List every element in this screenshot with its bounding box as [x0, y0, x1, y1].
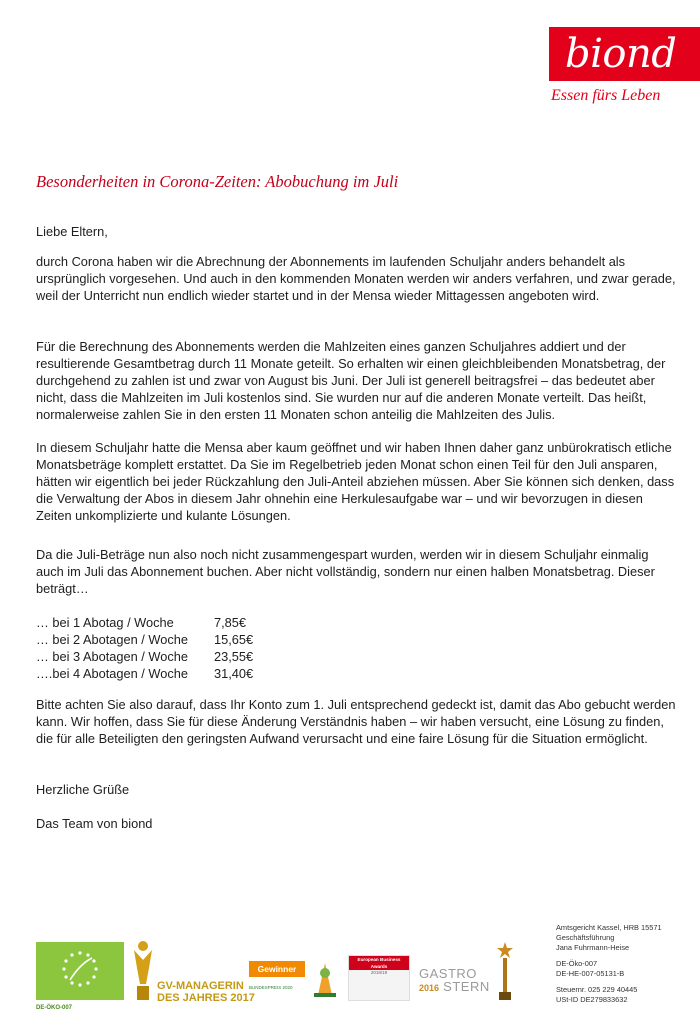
gastro-year: 2016	[419, 983, 440, 993]
gastro-line1: GASTRO	[419, 966, 477, 981]
price-label: ….bei 4 Abotagen / Woche	[36, 666, 189, 681]
greeting: Liebe Eltern,	[36, 224, 108, 239]
paragraph-3: In diesem Schuljahr hatte die Mensa aber kaum geöffnet und wir haben Ihnen daher ganz unbürokratisch etliche Monatsbeträge komplett erstattet. Da Sie im Regelbetrieb jeden Monat schon einen Teil für den Juli ansparen, hätten wir eigentlich bei jeder Rückzahlung den Juli-Anteil abziehen müssen. Aber Sie können sich denken, dass die Verwaltung der Abos in diesem Jahr ohnehin eine Herkulesaufgabe war – und wir bevorzugen in diesen Zeiten unkomplizierte und kulante Lösungen.	[36, 440, 675, 523]
bundespreis-emblem-icon	[310, 959, 340, 999]
price-amount: 23,55€	[214, 649, 254, 664]
price-amount: 7,85€	[214, 615, 247, 630]
eba-year: 2018/19	[370, 970, 388, 975]
gastro-star-trophy-icon	[496, 940, 514, 1002]
signature: Das Team von biond	[36, 816, 153, 831]
price-amount: 31,40€	[214, 666, 254, 681]
paragraph-4: Da die Juli-Beträge nun also noch nicht zusammengespart wurden, werden wir in diesem Schuljahr einmalig auch im Juli das Abonnement buchen. Aber nicht vollständig, sondern nur einen halben Monatsbetrag. Dieser beträgt…	[36, 547, 655, 596]
gastro-stern-award	[419, 967, 490, 995]
brand-tagline: Essen fürs Leben	[551, 87, 661, 104]
gv-managerin-award	[157, 980, 255, 1004]
legal-eco-1: DE-Öko-007	[556, 959, 598, 968]
brand-logo	[549, 27, 700, 81]
legal-court: Amtsgericht Kassel, HRB 15571	[556, 923, 662, 932]
closing-paragraph: Bitte achten Sie also darauf, dass Ihr Konto zum 1. Juli entsprechend gedeckt ist, damit das Abo gebucht werden kann. Wir hoffen, dass Sie für diese Änderung Verständnis haben – wir haben versucht, eine Lösung zu finden, die für alle Beteiligten den geringsten Aufwand verursacht und eine faire Lösung für die Situation ermöglicht.	[36, 697, 676, 746]
bundespreis-label: BUNDESPREIS 2020	[249, 985, 293, 990]
brand-logo-text: biond	[565, 31, 677, 77]
gv-award-line2: DES JAHRES 2017	[157, 992, 255, 1004]
legal-tax: Steuernr. 025 229 40445	[556, 985, 638, 994]
european-business-awards-badge	[348, 955, 410, 1001]
eu-organic-leaf-icon	[36, 942, 124, 1000]
price-row	[36, 648, 254, 665]
legal-vat: USt-ID DE279833632	[556, 995, 628, 1004]
eba-title: European Business Awards	[349, 956, 409, 970]
eu-organic-code: DE-ÖKO-007	[36, 1005, 73, 1011]
price-row	[36, 614, 247, 631]
gv-award-line1: GV-MANAGERIN	[157, 980, 244, 992]
regards: Herzliche Grüße	[36, 782, 130, 797]
price-label: … bei 2 Abotagen / Woche	[36, 632, 189, 647]
paragraph-1: durch Corona haben wir die Abrechnung der Abonnements im laufenden Schuljahr anders behandelt als ursprünglich vorgesehen. Und auch in den kommenden Monaten werden wir anders verfahren, und zwar gerade, weil der Unterricht nun endlich wieder startet und in der Mensa wieder Mittagessen angeboten wird.	[36, 254, 676, 303]
legal-mgmt-label: Geschäftsführung	[556, 933, 615, 942]
legal-mgmt-name: Jana Fuhrmann-Heise	[556, 943, 630, 952]
page-title: Besonderheiten in Corona-Zeiten: Abobuchung im Juli	[36, 172, 399, 191]
price-row	[36, 631, 254, 648]
price-row	[36, 665, 254, 682]
paragraph-2: Für die Berechnung des Abonnements werden die Mahlzeiten eines ganzen Schuljahres addiert und der resultierende Gesamtbetrag durch 11 Monate geteilt. So erhalten wir einen gleichbleibenden Monatsbetrag, der durchgehend zu zahlen ist und zwar von August bis Juni. Der Juli ist generell beitragsfrei – das bedeutet aber nicht, dass die Mahlzeiten im Juli kostenlos sind. Sie wurden nur auf die anderen Monate verteilt. Das heißt, normalerweise zahlen Sie in den ersten 11 Monaten schon anteilig die Mahlzeiten des Julis.	[36, 339, 666, 422]
price-label: … bei 1 Abotag / Woche	[36, 615, 174, 630]
legal-eco-2: DE-HE-007-05131-B	[556, 969, 625, 978]
gewinner-badge: Gewinner	[249, 961, 305, 977]
trophy-figure-icon	[131, 938, 155, 1002]
gastro-line2: STERN	[443, 979, 490, 994]
price-amount: 15,65€	[214, 632, 254, 647]
price-label: … bei 3 Abotagen / Woche	[36, 649, 189, 664]
